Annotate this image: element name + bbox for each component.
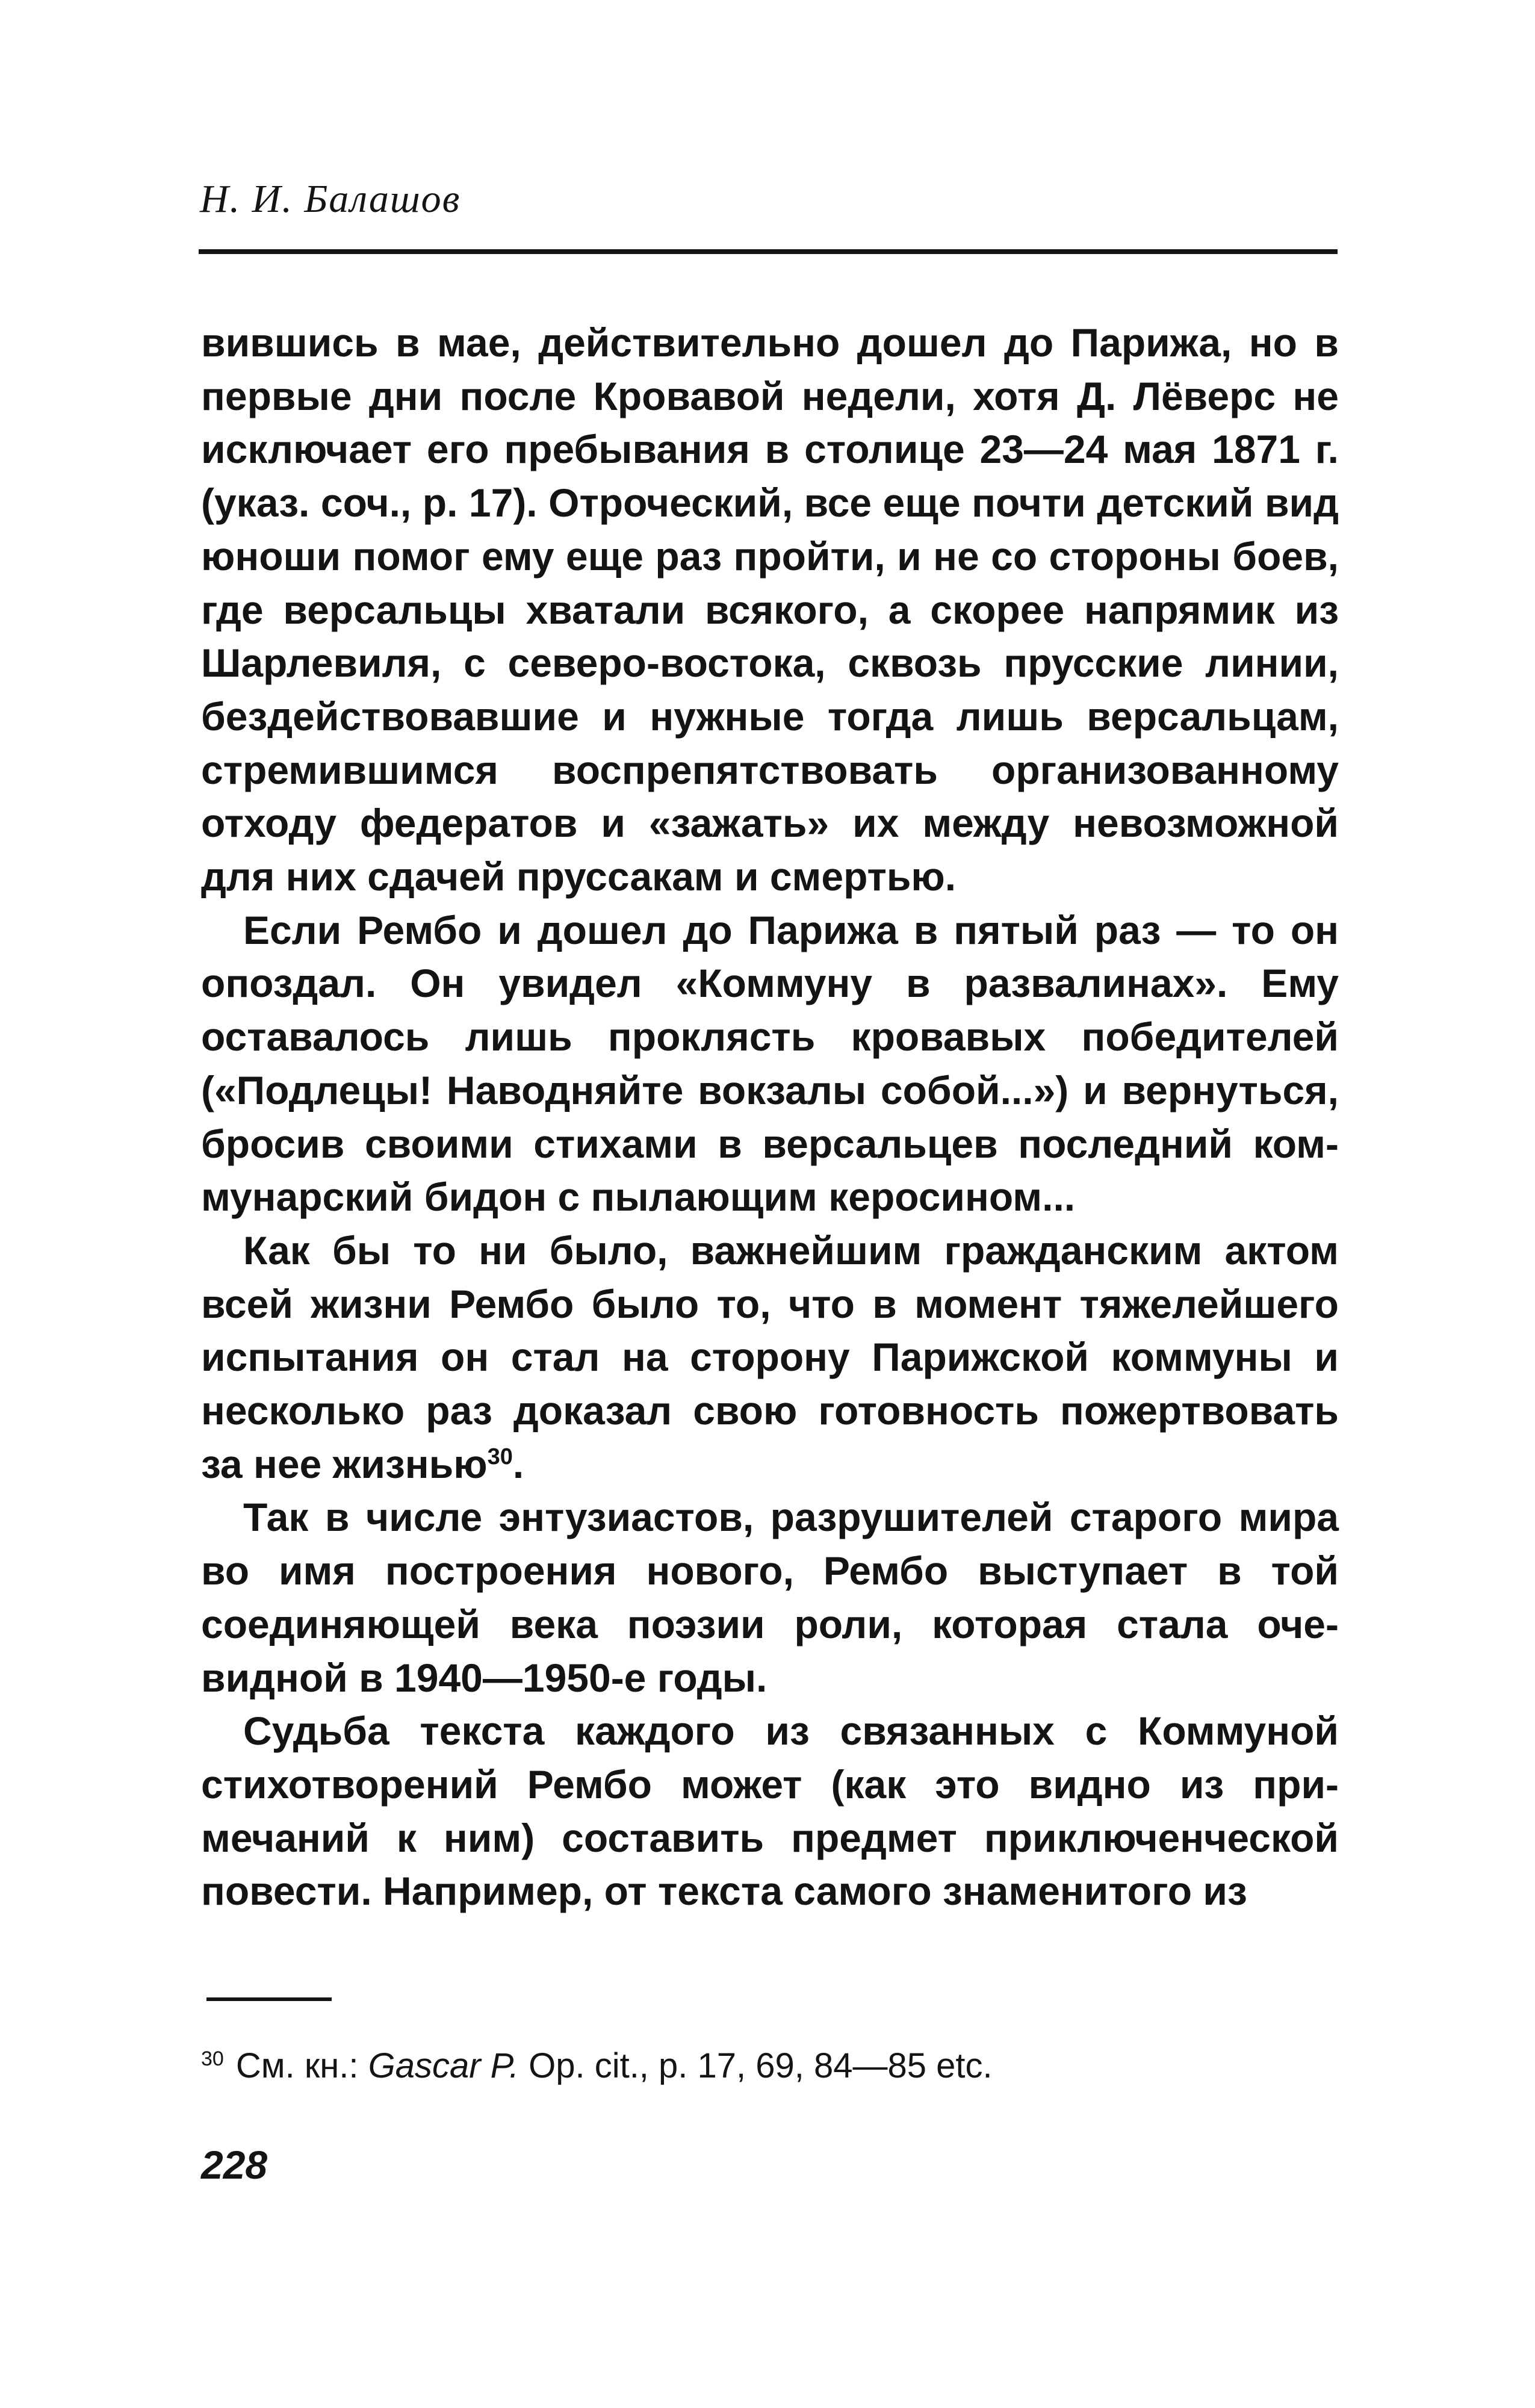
paragraph-5: Судьба текста каждого из связанных с Коммуной стихотворений Рембо может (как это видно из примечаний к ним) составить предмет приключенческой повести. Например, от текста самого знаменитого из (201, 1708, 1339, 1914)
header-rule (199, 249, 1338, 254)
paragraph-4: Так в числе энтузиастов, разрушителей старого мира во имя построения нового, Рембо выступает в той соединяющей века поэзии роли, которая стала очевидной в 1940—1950-е годы. (201, 1495, 1339, 1700)
running-head: Н. И. Балашов (200, 177, 461, 221)
paragraph-3-end: . (512, 1441, 524, 1486)
paragraph-2: Если Рембо и дошел до Парижа в пятый раз — то он опоздал. Он увидел «Коммуну в развалинах». Ему оставалось лишь проклясть кровавых победителей («Подлецы! Наводняйте вокзалы собой...») и вернуться, бросив своими стихами в версальцев последний коммунарский бидон с пылающим керосином... (201, 907, 1339, 1220)
footnote-rule (206, 1997, 332, 2001)
main-text (201, 316, 1339, 1918)
paragraph-3 (201, 1224, 1339, 1491)
paragraph-1: вившись в мае, действительно дошел до Парижа, но в первые дни после Кровавой недели, хотя Д. Лёверс не исключает его пребывания в столице 23—24 мая 1871 г. (указ. соч., р. 17). Отроческий, все еще почти детский вид юноши помог ему еще раз пройти, и не со стороны боев, где версальцы хватали всякого, а скорее напрямик из Шарлевиля, с северо-востока, сквозь прусские линии, бездействовавшие и нужные тогда лишь версальцам, стремившимся воспрепятствовать организованному отходу федератов и «зажать» их между невозможной для них сдачей пруссакам и смертью. (201, 320, 1339, 899)
footnote-citation: Op. cit., p. 17, 69, 84—85 etc. (529, 2046, 993, 2085)
page-number: 228 (201, 2143, 268, 2187)
footnote (201, 2046, 1345, 2085)
footnote-author: Gascar P. (368, 2046, 519, 2085)
footnote-number: 30 (201, 2047, 224, 2070)
footnote-prefix: См. кн.: (235, 2046, 359, 2085)
footnote-reference[interactable]: 30 (487, 1444, 513, 1469)
paragraph-3-text: Как бы то ни было, важнейшим гражданским актом всей жизни Рембо было то, что в момент тяжелейшего испытания он стал на сторону Парижской коммуны и несколько раз доказал свою готовность пожертвовать за нее жизнью (201, 1227, 1339, 1486)
